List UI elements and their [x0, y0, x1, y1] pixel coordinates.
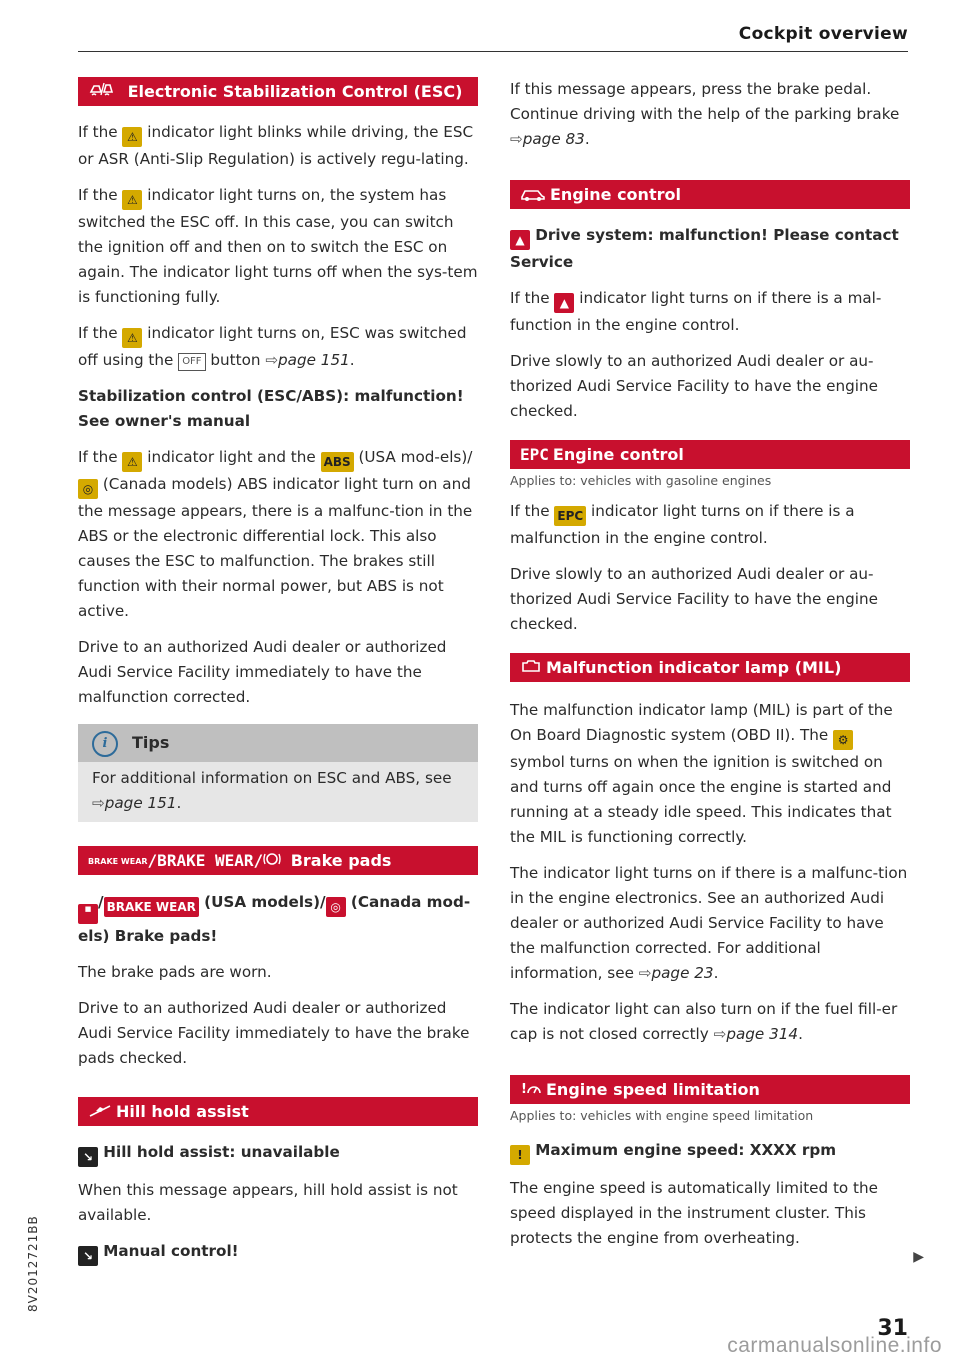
esc-indicator-icon: ⚠ [122, 190, 142, 210]
esc-paragraph-3: If the ⚠ indicator light turns on, ESC was switched off using the OFF button ⇨page 151. [78, 324, 467, 369]
esc-section-title: Electronic Stabilization Control (ESC) [127, 82, 463, 101]
mil-paragraph-1: The malfunction indicator lamp (MIL) is part of the On Board Diagnostic system (OBD II). The ⚙ symbol turns on when the ignition is switched on and turns off again once the engine is started and running at a steady idle speed. This indicates that the MIL is functioning correctly. [510, 701, 893, 846]
epc-indicator-icon: EPC [554, 506, 586, 526]
page-reference: page 151 [278, 351, 350, 369]
page-reference: page 83 [522, 130, 585, 148]
brake-pad-icon [263, 847, 281, 875]
brake-pads-message: ■ / BRAKE WEAR (USA models)/ ◎ (Canada mod-els) Brake pads! [78, 893, 471, 945]
abs-indicator-icon: ABS [321, 452, 354, 472]
engine-control-paragraph-1: If the ▲ indicator light turns on if there is a mal-function in the engine control. [510, 289, 882, 334]
abs-canada-indicator-icon: ◎ [78, 479, 98, 499]
esc-indicator-icon: ⚠ [122, 452, 142, 472]
tips-body [78, 762, 478, 822]
esc-abs-malfunction-heading: Stabilization control (ESC/ABS): malfunction! See owner's manual [78, 387, 464, 430]
esc-off-indicator-icon: ⚠ [122, 328, 142, 348]
brake-pads-section-header: BRAKE WEAR/BRAKE WEAR/ Brake pads [78, 846, 478, 875]
reference-arrow-icon: ⇨ [265, 351, 279, 369]
right-column [510, 77, 910, 1251]
hill-hold-section-header: Hill hold assist [78, 1097, 478, 1126]
brake-wear-small-icon: BRAKE WEAR [88, 857, 148, 866]
mil-paragraph-3: The indicator light can also turn on if the fuel fill-er cap is not closed correctly ⇨page 314. [510, 1000, 898, 1043]
brake-pads-paragraph-2: Drive to an authorized Audi dealer or authorized Audi Service Facility immediately to have the brake pads checked. [78, 999, 470, 1067]
esc-paragraph-4: If the ⚠ indicator light and the ABS (USA mod-els)/◎ (Canada models) ABS indicator light turn on and the message appears, there is a malfunc-tion in the ABS or the electronic differential lock. This also causes the ESC to malfunction. The brakes still function with their normal power, but ABS is not active. [78, 448, 473, 620]
epc-icon: EPC [520, 445, 549, 464]
mil-section-header: Malfunction indicator lamp (MIL) [510, 653, 910, 682]
engine-speed-section-header: ! Engine speed limitation [510, 1075, 910, 1104]
hill-hold-indicator-icon: ↘ [78, 1147, 98, 1167]
epc-applies-to: Applies to: vehicles with gasoline engines [510, 473, 772, 488]
page-reference: page 23 [651, 964, 714, 982]
esc-off-button-icon: OFF [178, 353, 205, 371]
hill-hold-indicator-icon: ↘ [78, 1246, 98, 1266]
esc-section-header [78, 77, 478, 106]
reference-arrow-icon: ⇨ [638, 964, 652, 982]
hill-hold-unavailable-heading: ↘ Hill hold assist: unavailable [78, 1140, 478, 1167]
left-column [78, 77, 478, 1266]
manual-control-heading: ↘ Manual control! [78, 1239, 478, 1266]
engine-speed-paragraph: The engine speed is automatically limited to the speed displayed in the instrument cluster. This protects the engine from overheating. [510, 1179, 878, 1247]
tips-box [78, 724, 478, 822]
epc-paragraph-2: Drive slowly to an authorized Audi dealer or au-thorized Audi Service Facility to have the engine checked. [510, 565, 878, 633]
engine-indicator-icon: ▲ [554, 293, 574, 313]
continue-arrow-icon: ▶ [913, 1249, 924, 1265]
reference-arrow-icon: ⇨ [713, 1025, 727, 1043]
page-reference: page 314 [726, 1025, 799, 1043]
page-header-title: Cockpit overview [738, 24, 908, 44]
speed-limit-indicator-icon: ! [510, 1145, 530, 1165]
engine-control-paragraph-2: Drive slowly to an authorized Audi dealer or au-thorized Audi Service Facility to have the engine checked. [510, 352, 878, 420]
watermark: carmanualsonline.info [727, 1334, 942, 1357]
header-rule [78, 51, 908, 52]
brake-pedal-paragraph: If this message appears, press the brake pedal. Continue driving with the help of the parking brake ⇨page 83. [510, 80, 900, 148]
engine-car-icon [520, 181, 546, 209]
esc-car-skid-icon [88, 78, 118, 106]
page-reference: page 151 [104, 794, 177, 812]
document-code: 8V2012721BB [26, 1215, 40, 1312]
info-icon: i [92, 731, 118, 757]
brake-wear-label-icon: BRAKE WEAR [104, 897, 199, 917]
tips-header: i Tips [78, 724, 478, 762]
reference-arrow-icon: ⇨ [510, 130, 523, 148]
engine-check-icon [520, 654, 542, 682]
epc-paragraph-1: If the EPC indicator light turns on if there is a malfunction in the engine control. [510, 502, 855, 547]
esc-indicator-icon: ⚠ [122, 127, 142, 147]
epc-section-header: EPC Engine control [510, 440, 910, 469]
max-engine-speed-heading: ! Maximum engine speed: XXXX rpm [510, 1138, 910, 1165]
brake-pad-indicator-icon: ◎ [326, 897, 346, 917]
esc-paragraph-2: If the ⚠ indicator light turns on, the system has switched the ESC off. In this case, you can switch the ignition off and then on to switch the ESC on again. The indicator light turns off when the sys-tem is functioning fully. [78, 186, 478, 306]
hill-hold-paragraph: When this message appears, hill hold assist is not available. [78, 1181, 458, 1224]
page-number: 31 [877, 1316, 908, 1341]
speed-limit-icon [520, 1076, 542, 1104]
engine-speed-applies-to: Applies to: vehicles with engine speed limitation [510, 1108, 814, 1123]
tips-text: For additional information on ESC and ABS, see ⇨page 151. [92, 769, 452, 812]
reference-arrow-icon: ⇨ [92, 794, 105, 812]
svg-text:!: ! [521, 1082, 527, 1096]
hill-hold-icon [88, 1098, 112, 1126]
engine-indicator-icon: ▲ [510, 230, 530, 250]
engine-control-section-header: Engine control [510, 180, 910, 209]
brake-wear-indicator-icon: ■ [78, 904, 98, 924]
brake-pads-paragraph-1: The brake pads are worn. [78, 963, 272, 981]
drive-system-malfunction-heading: ▲ Drive system: malfunction! Please contact Service [510, 226, 899, 271]
mil-indicator-icon: ⚙ [833, 730, 853, 750]
esc-paragraph-1: If the ⚠ indicator light blinks while driving, the ESC or ASR (Anti-Slip Regulation) is actively regu-lating. [78, 123, 474, 168]
mil-paragraph-2: The indicator light turns on if there is a malfunc-tion in the engine electronics. See an authorized Audi dealer or authorized Audi Service Facility to have the malfunction corrected. For additional information, see ⇨page 23. [510, 864, 908, 982]
esc-paragraph-5: Drive to an authorized Audi dealer or authorized Audi Service Facility immediately to have the malfunction corrected. [78, 638, 447, 706]
